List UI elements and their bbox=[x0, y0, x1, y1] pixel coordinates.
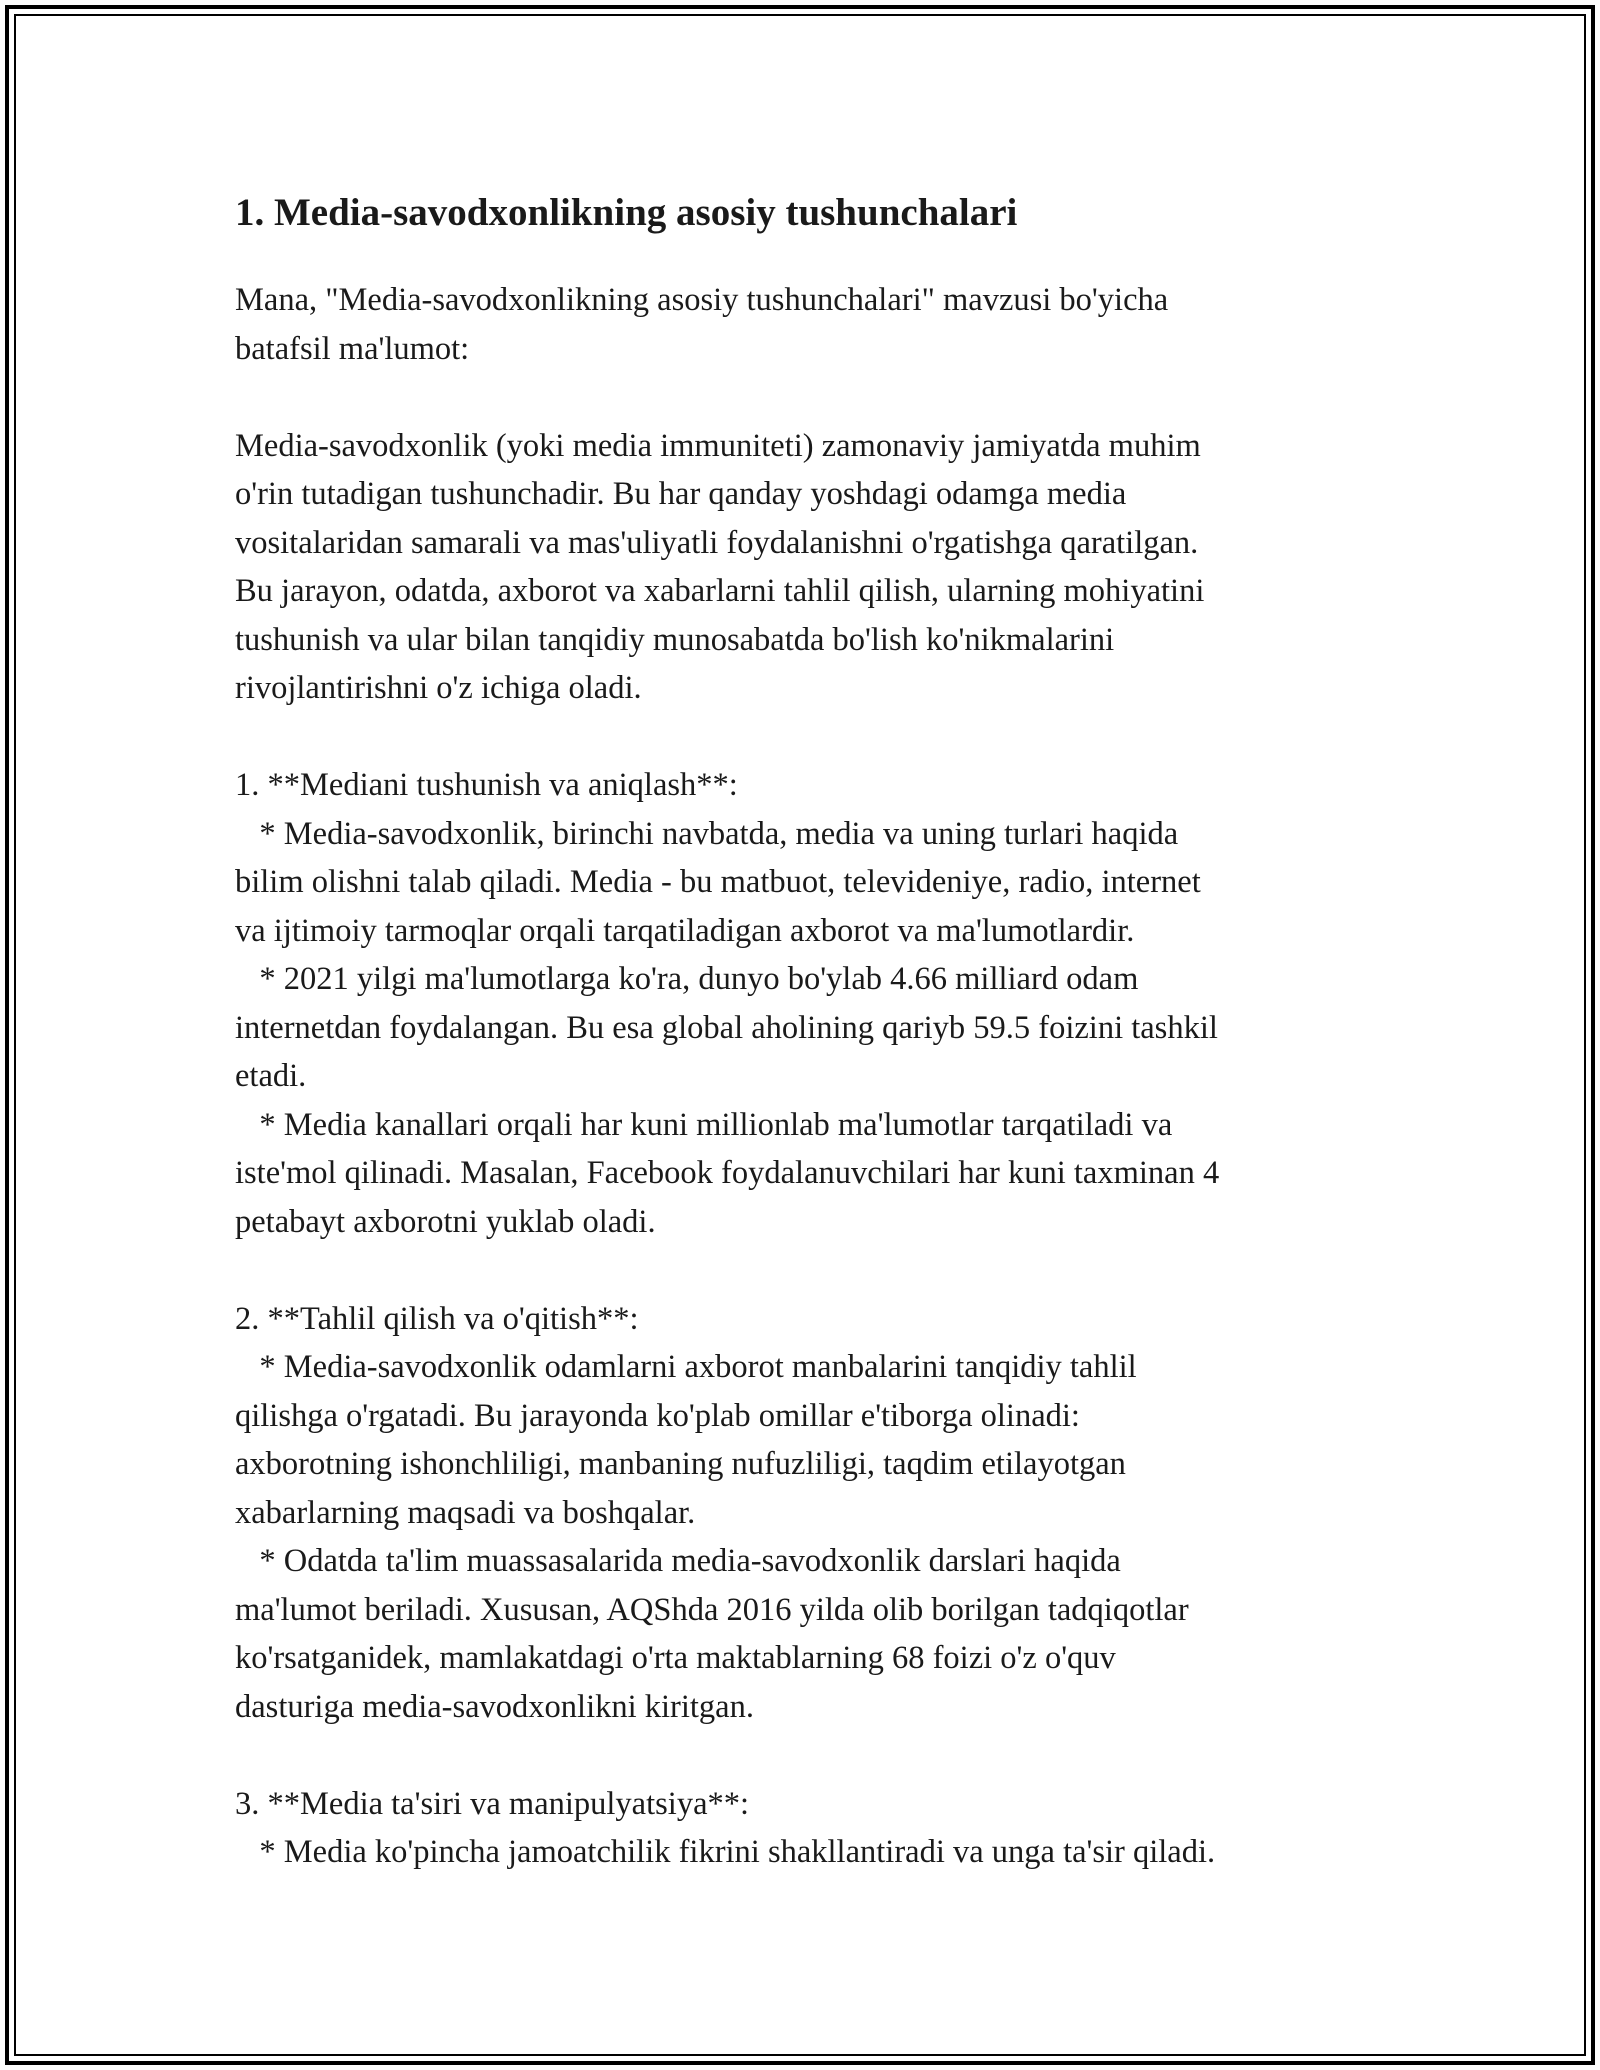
text-line bbox=[235, 1246, 1365, 1295]
text-line: * Media kanallari orqali har kuni millionlab ma'lumotlar tarqatiladi va bbox=[235, 1106, 1173, 1143]
text-line bbox=[235, 1731, 1365, 1780]
text-line: etadi. bbox=[235, 1058, 307, 1094]
text-line: bilim olishni talab qiladi. Media - bu matbuot, televideniye, radio, internet bbox=[235, 864, 1201, 900]
text-line: 2. **Tahlil qilish va o'qitish**: bbox=[235, 1300, 639, 1337]
text-line: Mana, "Media-savodxonlikning asosiy tushunchalari" mavzusi bo'yicha bbox=[235, 282, 1169, 318]
document-text bbox=[235, 276, 1365, 1877]
text-line: batafsil ma'lumot: bbox=[235, 330, 470, 367]
text-line: dasturiga media-savodxonlikni kiritgan. bbox=[235, 1688, 754, 1725]
text-line: * Media-savodxonlik, birinchi navbatda, media va uning turlari haqida bbox=[235, 815, 1179, 852]
text-line: * 2021 yilgi ma'lumotlarga ko'ra, dunyo bo'ylab 4.66 milliard odam bbox=[235, 961, 1139, 997]
text-line: petabayt axborotni yuklab oladi. bbox=[235, 1203, 656, 1240]
text-line: tushunish va ular bilan tanqidiy munosabatda bo'lish ko'nikmalarini bbox=[235, 621, 1115, 658]
text-line: * Odatda ta'lim muassasalarida media-savodxonlik darslari haqida bbox=[235, 1543, 1121, 1579]
text-line bbox=[235, 713, 1365, 762]
text-line: 1. **Mediani tushunish va aniqlash**: bbox=[235, 767, 738, 803]
text-line: xabarlarning maqsadi va boshqalar. bbox=[235, 1494, 696, 1531]
document-body bbox=[235, 185, 1365, 1877]
text-line: o'rin tutadigan tushunchadir. Bu har qanday yoshdagi odamga media bbox=[235, 476, 1127, 512]
text-line: va ijtimoiy tarmoqlar orqali tarqatiladigan axborot va ma'lumotlardir. bbox=[235, 912, 1135, 949]
text-line: qilishga o'rgatadi. Bu jarayonda ko'plab omillar e'tiborga olinadi: bbox=[235, 1397, 1080, 1434]
text-line: 3. **Media ta'siri va manipulyatsiya**: bbox=[235, 1785, 750, 1822]
text-line: iste'mol qilinadi. Masalan, Facebook foydalanuvchilari har kuni taxminan 4 bbox=[235, 1155, 1220, 1191]
text-line bbox=[235, 373, 1365, 422]
document-title: 1. Media-savodxonlikning asosiy tushunchalari bbox=[235, 191, 1018, 234]
text-line: Media-savodxonlik (yoki media immuniteti) zamonaviy jamiyatda muhim bbox=[235, 427, 1201, 464]
text-line: vositalaridan samarali va mas'uliyatli foydalanishni o'rgatishga qaratilgan. bbox=[235, 524, 1199, 561]
text-line: Bu jarayon, odatda, axborot va xabarlarni tahlil qilish, ularning mohiyatini bbox=[235, 573, 1205, 609]
text-line: * Media ko'pincha jamoatchilik fikrini shakllantiradi va unga ta'sir qiladi. bbox=[235, 1834, 1216, 1870]
text-line: rivojlantirishni o'z ichiga oladi. bbox=[235, 670, 642, 706]
text-line: axborotning ishonchliligi, manbaning nufuzliligi, taqdim etilayotgan bbox=[235, 1446, 1126, 1482]
text-line: ma'lumot beriladi. Xususan, AQShda 2016 yilda olib borilgan tadqiqotlar bbox=[235, 1591, 1189, 1628]
text-line: * Media-savodxonlik odamlarni axborot manbalarini tanqidiy tahlil bbox=[235, 1349, 1137, 1385]
text-line: ko'rsatganidek, mamlakatdagi o'rta maktablarning 68 foizi o'z o'quv bbox=[235, 1640, 1116, 1676]
text-line: internetdan foydalangan. Bu esa global aholining qariyb 59.5 foizini tashkil bbox=[235, 1009, 1218, 1046]
